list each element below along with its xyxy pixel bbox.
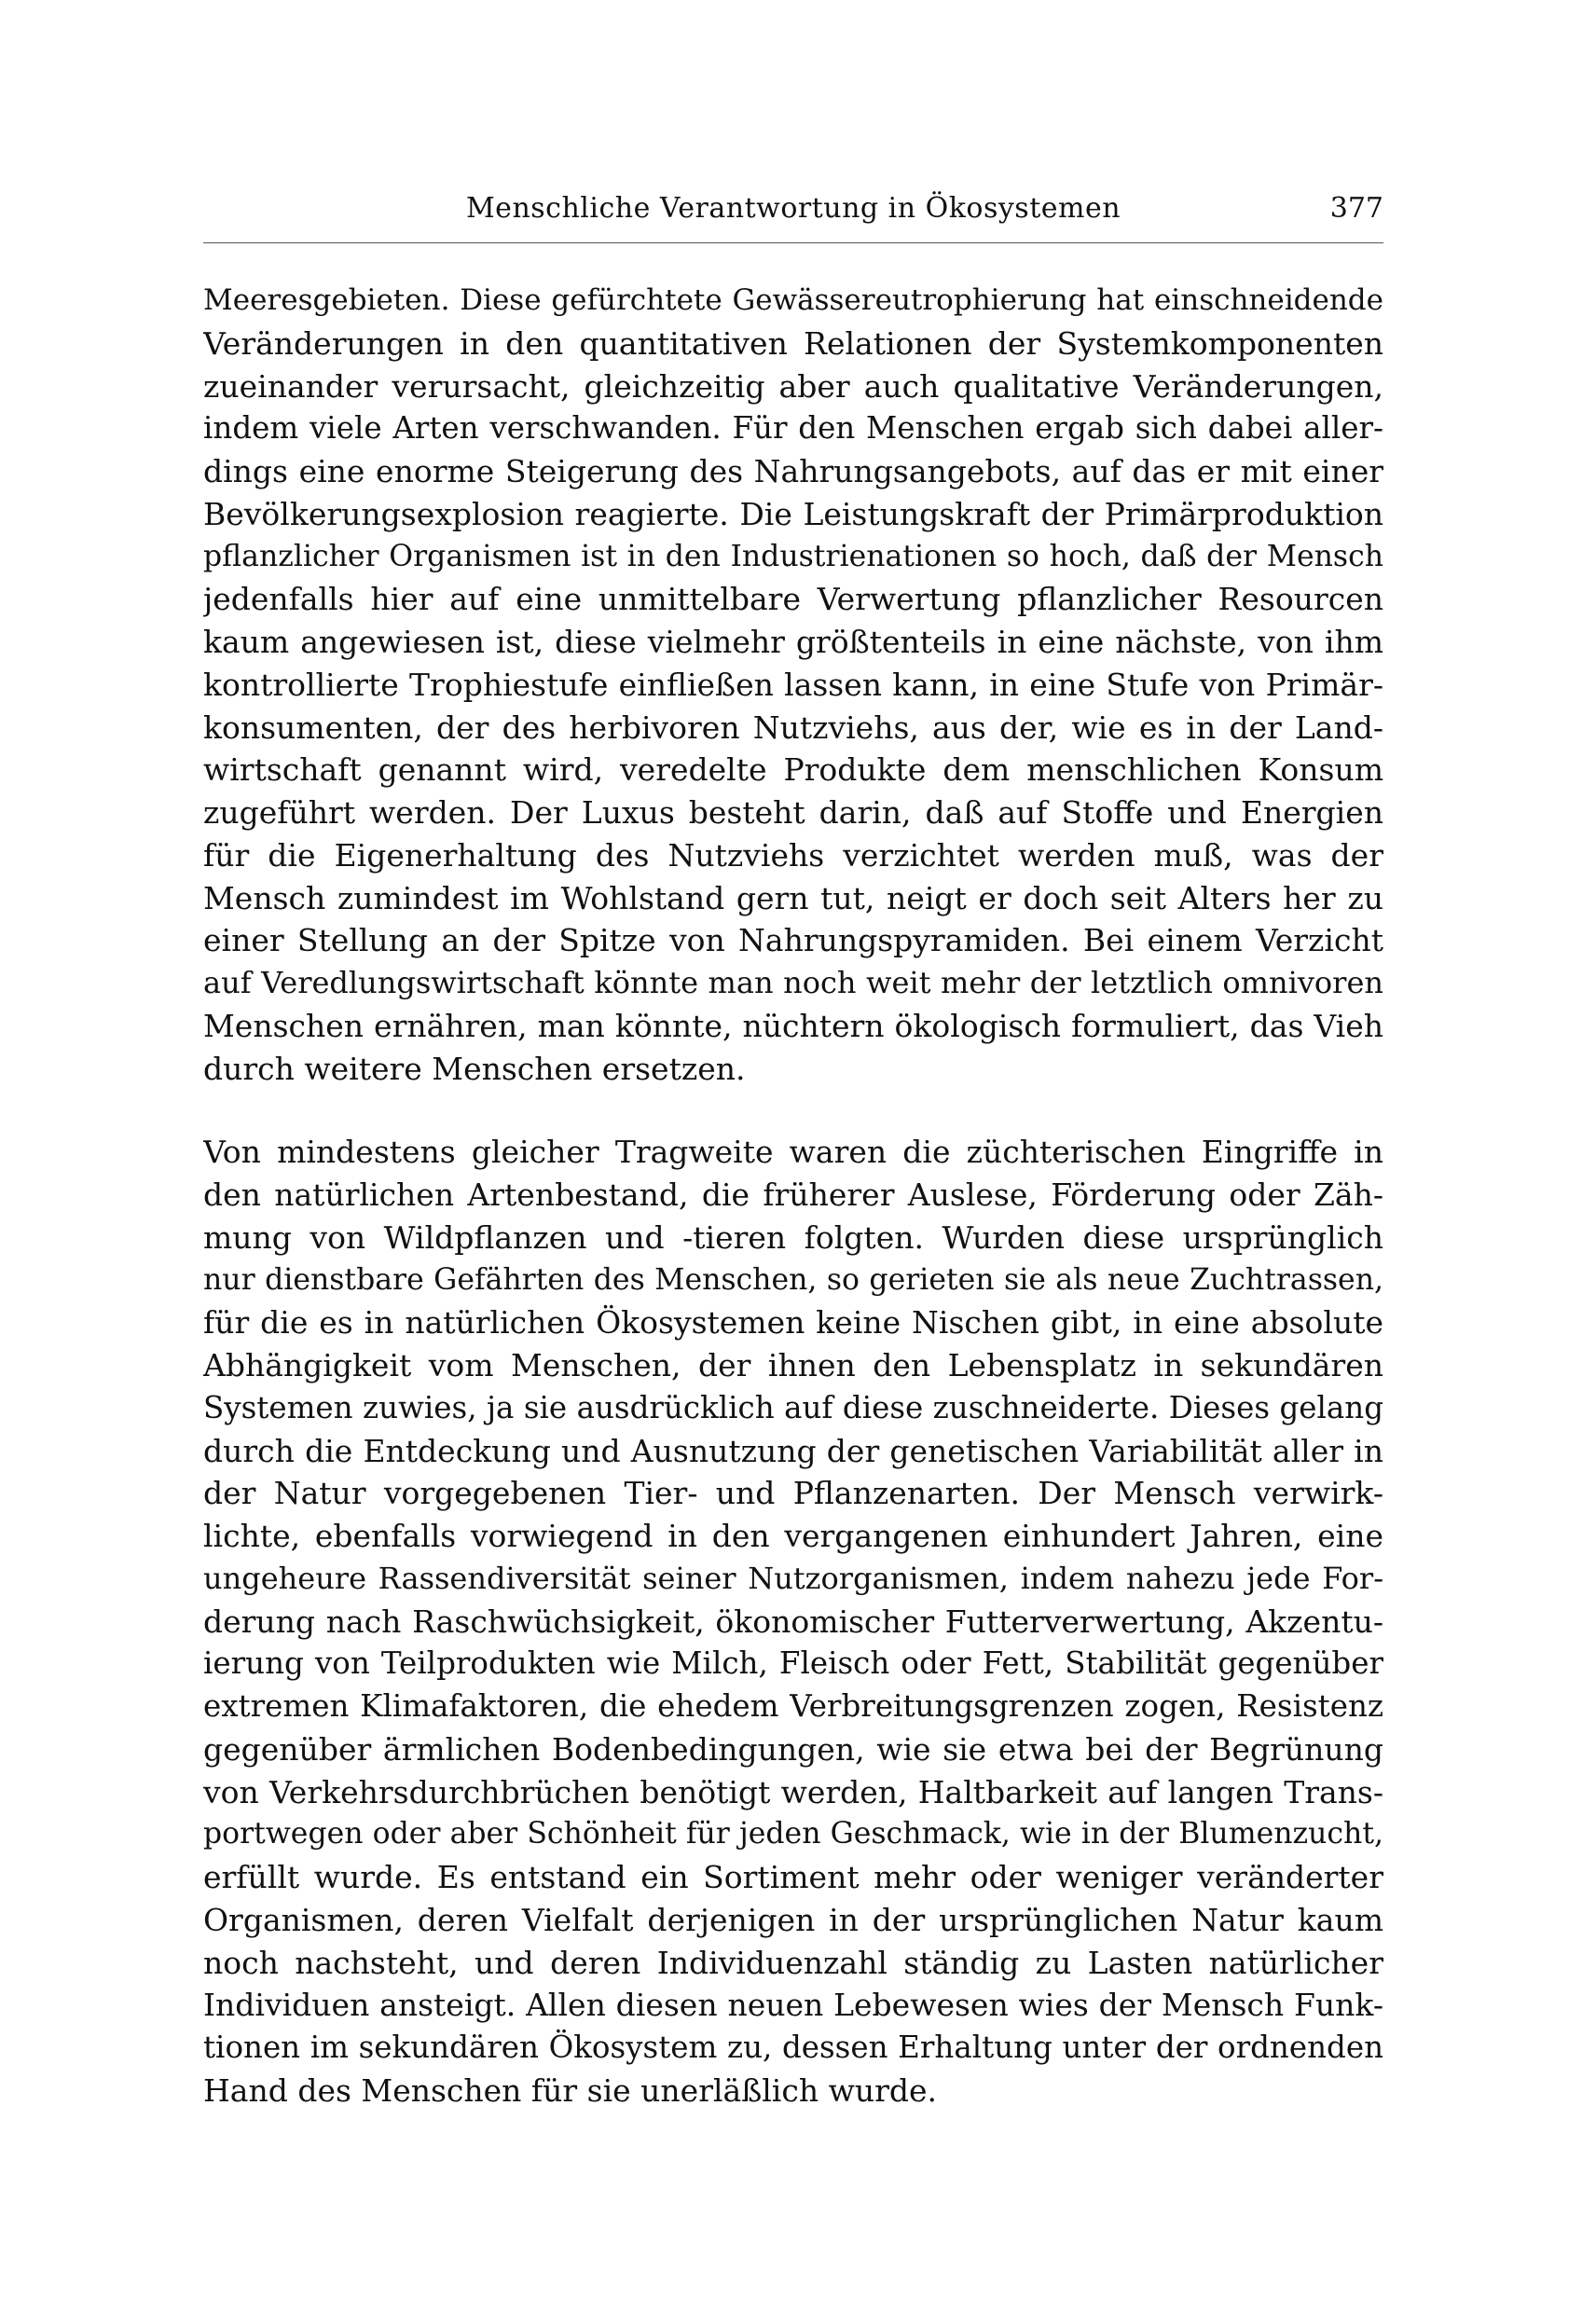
text-line: Meeresgebieten. Diese gefürchtete Gewässereutrophierung hat einschneidende xyxy=(203,283,1383,317)
text-line: Mensch zumindest im Wohlstand gern tut, neigt er doch seit Alters her zu xyxy=(203,879,1383,916)
text-line: kontrollierte Trophiestufe einfließen lassen kann, in eine Stufe von Primär- xyxy=(203,666,1383,703)
text-line: Bevölkerungsexplosion reagierte. Die Leistungskraft der Primärproduktion xyxy=(203,495,1383,532)
text-line: mung von Wildpflanzen und -tieren folgten. Wurden diese ursprünglich xyxy=(203,1218,1383,1256)
text-line: indem viele Arten verschwanden. Für den Menschen ergab sich dabei aller- xyxy=(203,410,1383,447)
text-line: lichte, ebenfalls vorwiegend in den vergangenen einhundert Jahren, eine xyxy=(203,1518,1383,1554)
text-line: extremen Klimafaktoren, die ehedem Verbreitungsgrenzen zogen, Resistenz xyxy=(203,1688,1383,1724)
text-line: erfüllt wurde. Es entstand ein Sortiment mehr oder weniger veränderter xyxy=(203,1859,1383,1895)
text-line: Menschen ernähren, man könnte, nüchtern ökologisch formuliert, das Vieh xyxy=(203,1007,1383,1044)
text-line: einer Stellung an der Spitze von Nahrungspyramiden. Bei einem Verzicht xyxy=(203,922,1383,959)
text-line: durch die Entdeckung und Ausnutzung der genetischen Variabilität aller in xyxy=(203,1432,1383,1469)
text-line: der Natur vorgegebenen Tier- und Pflanzenarten. Der Mensch verwirk- xyxy=(203,1475,1383,1512)
page-number: 377 xyxy=(1329,192,1383,225)
text-line: zugeführt werden. Der Luxus besteht darin, daß auf Stoffe und Energien xyxy=(203,794,1383,831)
running-title: Menschliche Verantwortung in Ökosystemen xyxy=(465,192,1121,225)
text-line: wirtschaft genannt wird, veredelte Produkte dem menschlichen Konsum xyxy=(203,751,1383,789)
text-line: Systemen zuwies, ja sie ausdrücklich auf diese zuschneiderte. Dieses gelang xyxy=(203,1389,1383,1425)
body-text xyxy=(203,280,1383,2112)
text-line: für die Eigenerhaltung des Nutzviehs verzichtet werden muß, was der xyxy=(203,836,1383,874)
text-line: Hand des Menschen für sie unerläßlich wurde. xyxy=(203,2071,937,2109)
text-line: Veränderungen in den quantitativen Relationen der Systemkomponenten xyxy=(203,324,1383,362)
paragraph xyxy=(203,280,1383,1090)
text-line: konsumenten, der des herbivoren Nutzviehs, aus der, wie es in der Land- xyxy=(203,709,1383,746)
text-line: Von mindestens gleicher Tragweite waren die züchterischen Eingriffe in xyxy=(203,1134,1383,1171)
text-line: von Verkehrsdurchbrüchen benötigt werden, Haltbarkeit auf langen Trans- xyxy=(203,1773,1383,1810)
text-line: den natürlichen Artenbestand, die früherer Auslese, Förderung oder Zäh- xyxy=(203,1177,1383,1213)
text-line: ierung von Teilprodukten wie Milch, Fleisch oder Fett, Stabilität gegenüber xyxy=(203,1645,1383,1682)
text-line: pflanzlicher Organismen ist in den Industrienationen so hoch, daß der Mensch xyxy=(203,539,1383,573)
text-line: derung nach Raschwüchsigkeit, ökonomischer Futterverwertung, Akzentu- xyxy=(203,1603,1383,1640)
text-line: ungeheure Rassendiversität seiner Nutzorganismen, indem nahezu jede For- xyxy=(203,1560,1383,1596)
text-line: gegenüber ärmlichen Bodenbedingungen, wie sie etwa bei der Begrünung xyxy=(203,1730,1383,1768)
paragraph xyxy=(203,1131,1383,2112)
text-line: nur dienstbare Gefährten des Menschen, so gerieten sie als neue Zuchtrassen, xyxy=(203,1262,1383,1297)
running-header xyxy=(203,185,1383,243)
paragraph-gap xyxy=(203,1090,1383,1131)
text-line: kaum angewiesen ist, diese vielmehr größtenteils in eine nächste, von ihm xyxy=(203,624,1383,660)
text-line: tionen im sekundären Ökosystem zu, dessen Erhaltung unter der ordnenden xyxy=(203,2030,1383,2065)
text-line: portwegen oder aber Schönheit für jeden Geschmack, wie in der Blumenzucht, xyxy=(203,1817,1383,1851)
text-line: für die es in natürlichen Ökosystemen keine Nischen gibt, in eine absolute xyxy=(203,1304,1383,1342)
text-line: jedenfalls hier auf eine unmittelbare Verwertung pflanzlicher Resourcen xyxy=(203,581,1383,618)
text-line: Abhängigkeit vom Menschen, der ihnen den Lebensplatz in sekundären xyxy=(203,1347,1383,1383)
text-line: Individuen ansteigt. Allen diesen neuen Lebewesen wies der Mensch Funk- xyxy=(203,1987,1383,2024)
text-line: dings eine enorme Steigerung des Nahrungsangebots, auf das er mit einer xyxy=(203,453,1383,489)
text-line: Organismen, deren Vielfalt derjenigen in der ursprünglichen Natur kaum xyxy=(203,1901,1383,1938)
text-line: durch weitere Menschen ersetzen. xyxy=(203,1050,746,1087)
text-line: auf Veredlungswirtschaft könnte man noch weit mehr der letztlich omnivoren xyxy=(203,965,1383,1000)
text-line: zueinander verursacht, gleichzeitig aber auch qualitative Veränderungen, xyxy=(203,367,1383,405)
text-line: noch nachsteht, und deren Individuenzahl ständig zu Lasten natürlicher xyxy=(203,1944,1383,1981)
